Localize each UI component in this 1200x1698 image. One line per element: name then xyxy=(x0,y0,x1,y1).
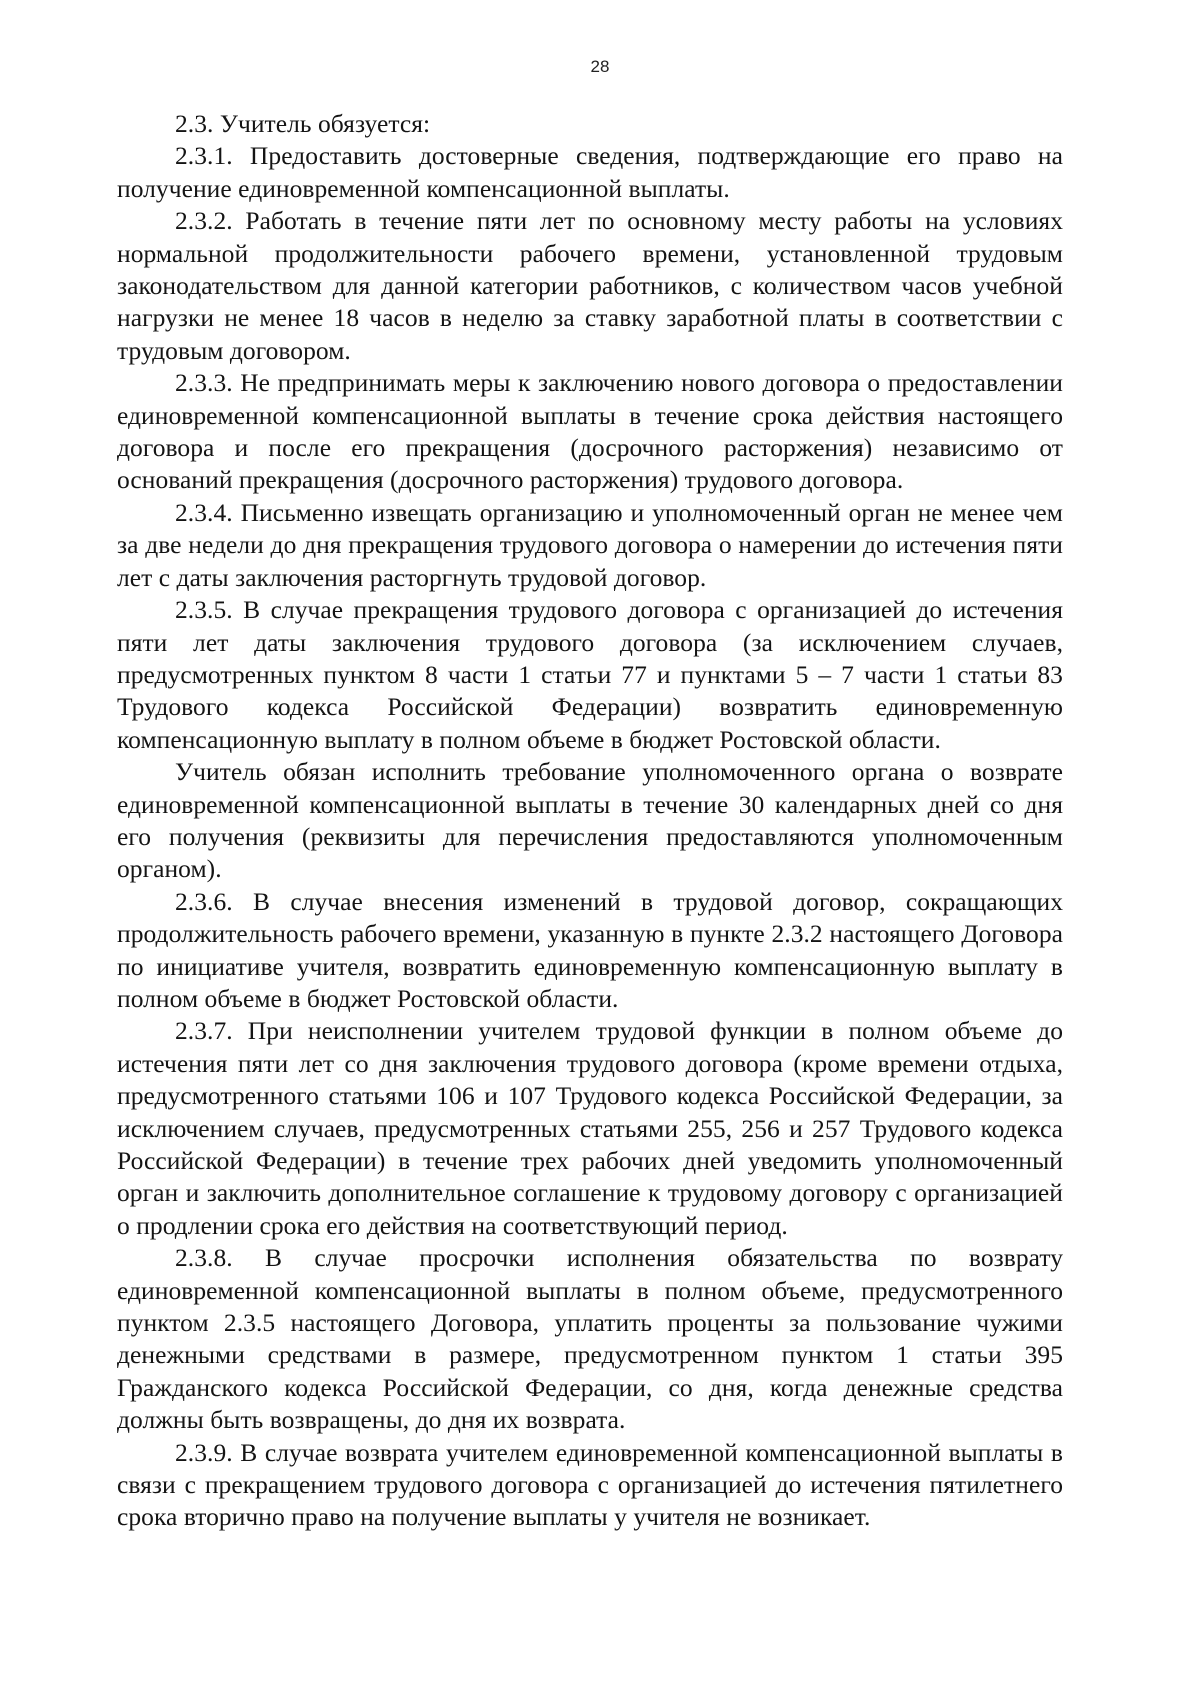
paragraph-2-3-6: 2.3.6. В случае внесения изменений в трудовой договор, сокращающих продолжительность рабочего времени, указанную в пункте 2.3.2 настоящего Договора по инициативе учителя, возвратить единовременную компенсационную выплату в полном объеме в бюджет Ростовской области. xyxy=(117,886,1063,1013)
paragraph-2-3-7: 2.3.7. При неисполнении учителем трудовой функции в полном объеме до истечения пяти лет со дня заключения трудового договора (кроме времени отдыха, предусмотренного статьями 106 и 107 Трудового кодекса Российской Федерации, за исключением случаев, предусмотренных статьями 255, 256 и 257 Трудового кодекса Российской Федерации) в течение трех рабочих дней уведомить уполномоченный орган и заключить дополнительное соглашение к трудовому договору с организацией о продлении срока его действия на соответствующий период. xyxy=(117,1016,1063,1240)
paragraph-2-3-8: 2.3.8. В случае просрочки исполнения обязательства по возврату единовременной компенсационной выплаты в полном объеме, предусмотренного пунктом 2.3.5 настоящего Договора, уплатить проценты за пользование чужими денежными средствами в размере, предусмотренном пунктом 1 статьи 395 Гражданского кодекса Российской Федерации, со дня, когда денежные средства должны быть возвращены, до дня их возврата. xyxy=(117,1243,1063,1435)
page-number: 28 xyxy=(590,57,610,76)
paragraph-2-3-5: 2.3.5. В случае прекращения трудового договора с организацией до истечения пяти лет даты заключения трудового договора (за исключением случаев, предусмотренных пунктом 8 части 1 статьи 77 и пунктами 5 – 7 части 1 статьи 83 Трудового кодекса Российской Федерации) возвратить единовременную компенсационную выплату в полном объеме в бюджет Ростовской области. xyxy=(117,595,1063,754)
paragraph-2-3-2: 2.3.2. Работать в течение пяти лет по основному месту работы на условиях нормальной продолжительности рабочего времени, установленной трудовым законодательством для данной категории работников, с количеством часов учебной нагрузки не менее 18 часов в неделю за ставку заработной платы в соответствии с трудовым договором. xyxy=(117,206,1063,365)
paragraph-2-3-1: 2.3.1. Предоставить достоверные сведения, подтверждающие его право на получение единовременной компенсационной выплаты. xyxy=(117,141,1063,203)
document-body xyxy=(117,108,1063,1534)
paragraph-2-3-5-continuation: Учитель обязан исполнить требование уполномоченного органа о возврате единовременной компенсационной выплаты в течение 30 календарных дней со дня его получения (реквизиты для перечисления предоставляются уполномоченным органом). xyxy=(117,757,1063,884)
paragraph-2-3-9: 2.3.9. В случае возврата учителем единовременной компенсационной выплаты в связи с прекращением трудового договора с организацией до истечения пятилетнего срока вторично право на получение выплаты у учителя не возникает. xyxy=(117,1437,1063,1532)
paragraph-2-3-3: 2.3.3. Не предпринимать меры к заключению нового договора о предоставлении единовременной компенсационной выплаты в течение срока действия настоящего договора и после его прекращения (досрочного расторжения) независимо от оснований прекращения (досрочного расторжения) трудового договора. xyxy=(117,368,1063,495)
paragraph-2-3-heading: 2.3. Учитель обязуется: xyxy=(175,109,431,138)
paragraph-2-3-4: 2.3.4. Письменно извещать организацию и уполномоченный орган не менее чем за две недели до дня прекращения трудового договора о намерении до истечения пяти лет с даты заключения расторгнуть трудовой договор. xyxy=(117,497,1063,592)
